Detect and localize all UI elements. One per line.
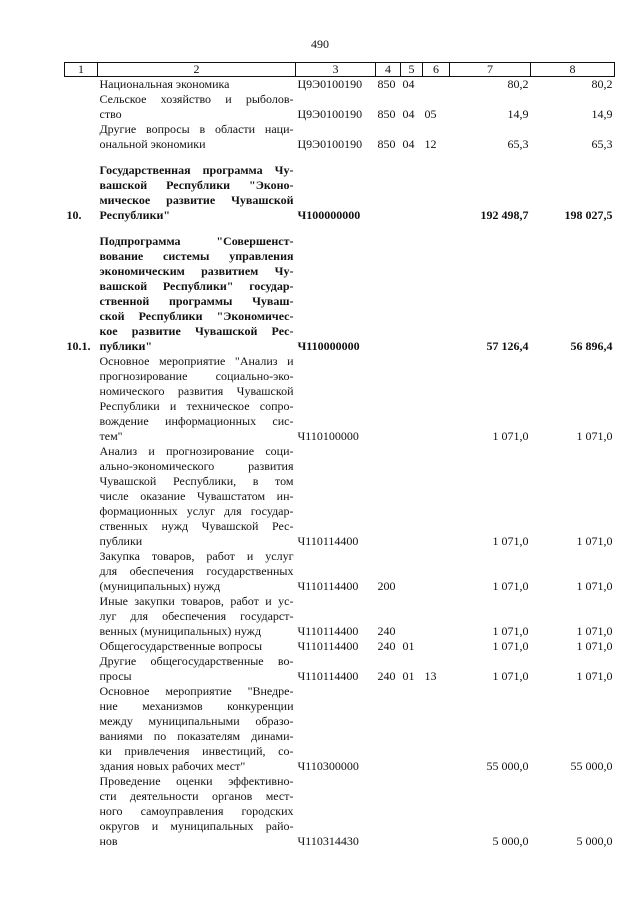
row-code: Ч110114400	[297, 669, 359, 683]
table-row	[65, 549, 615, 594]
row-name-line: формационных услуг для государ-	[99, 504, 294, 518]
row-name	[98, 152, 296, 223]
row-number	[65, 639, 98, 654]
row-vr: 200	[377, 579, 396, 593]
row-amount-1: 55 000,0	[486, 759, 529, 773]
row-vr	[376, 684, 401, 774]
row-code: Ц9Э0100190	[297, 77, 363, 91]
row-vr	[376, 152, 401, 223]
row-code: Ч100000000	[297, 208, 361, 222]
row-name	[98, 444, 296, 549]
header-col-6: 6	[423, 63, 450, 77]
row-name	[98, 354, 296, 444]
row-name-line: луг для обеспечения государст-	[99, 609, 294, 623]
row-code: Ч110114400	[297, 534, 359, 548]
row-name-line: Чувашской Республики, в том	[99, 474, 294, 488]
row-pr	[423, 639, 450, 654]
row-name-line: Основное мероприятие "Внедре-	[99, 684, 294, 698]
row-rz: 04	[402, 77, 415, 91]
table-row	[65, 354, 615, 444]
row-name	[98, 639, 296, 654]
row-name-line: ональной экономики	[99, 137, 206, 151]
row-name-line: Иные закупки товаров, работ и ус-	[99, 594, 294, 608]
row-rz	[401, 354, 423, 444]
row-name	[98, 774, 296, 849]
header-col-2: 2	[98, 63, 296, 77]
header-col-5: 5	[401, 63, 423, 77]
row-name-line: экономическим развитием Чу-	[99, 264, 294, 278]
row-name-line: публики	[99, 534, 143, 548]
row-pr	[423, 77, 450, 93]
table-row	[65, 684, 615, 774]
row-number	[65, 774, 98, 849]
row-name-line: здания новых рабочих мест"	[99, 759, 246, 773]
row-amount-2: 5 000,0	[576, 834, 613, 848]
row-pr	[423, 549, 450, 594]
row-number	[65, 654, 98, 684]
table-row	[65, 774, 615, 849]
header-col-3: 3	[296, 63, 376, 77]
row-amount-1: 14,9	[507, 107, 529, 121]
row-number	[65, 444, 98, 549]
row-name-line: кое развитие Чувашской Рес-	[99, 324, 294, 338]
row-amount-1: 1 071,0	[492, 669, 529, 683]
table-row	[65, 223, 615, 354]
row-number	[65, 122, 98, 152]
row-amount-1: 1 071,0	[492, 639, 529, 653]
row-name	[98, 684, 296, 774]
row-name-line: Общегосударственные вопросы	[99, 639, 263, 653]
table-row	[65, 654, 615, 684]
page-number: 490	[311, 37, 329, 51]
row-code: Ц9Э0100190	[297, 137, 363, 151]
row-code: Ч110314430	[297, 834, 359, 848]
table-row	[65, 444, 615, 549]
row-name-line: вашской Республики "Эконо-	[99, 178, 294, 192]
row-name-line: нов	[99, 834, 118, 848]
row-name-line: номического развития Чувашской	[99, 384, 294, 398]
row-name-line: просы	[99, 669, 132, 683]
table-row	[65, 639, 615, 654]
row-vr	[376, 774, 401, 849]
row-number	[65, 594, 98, 639]
row-vr	[376, 444, 401, 549]
row-name-line: числе оказание Чувашстатом ин-	[99, 489, 294, 503]
row-rz: 04	[402, 137, 415, 151]
row-code: Ч110114400	[297, 639, 359, 653]
row-amount-2: 1 071,0	[576, 639, 613, 653]
row-amount-1: 192 498,7	[480, 208, 529, 222]
row-pr	[423, 594, 450, 639]
row-rz: 01	[402, 669, 415, 683]
row-name-line: вождение информационных сис-	[99, 414, 294, 428]
row-pr: 12	[424, 137, 437, 151]
row-number: 10.1.	[66, 339, 91, 353]
row-vr: 850	[377, 107, 396, 121]
row-name	[98, 654, 296, 684]
row-vr: 850	[377, 77, 396, 91]
row-code: Ч110100000	[297, 429, 359, 443]
row-amount-2: 1 071,0	[576, 534, 613, 548]
row-name-line: округов и муниципальных райо-	[99, 819, 294, 833]
row-name	[98, 223, 296, 354]
row-name-line: ного самоуправления городских	[99, 804, 294, 818]
table-row	[65, 594, 615, 639]
row-amount-1: 65,3	[507, 137, 529, 151]
row-pr	[423, 684, 450, 774]
row-name-line: ваниями по показателям динами-	[99, 729, 294, 743]
row-pr	[423, 152, 450, 223]
row-name-line: Основное мероприятие "Анализ и	[99, 354, 294, 368]
table-row	[65, 122, 615, 152]
row-name-line: ственной программы Чуваш-	[99, 294, 294, 308]
row-name-line: Республики"	[99, 208, 171, 222]
row-amount-2: 14,9	[591, 107, 613, 121]
row-name-line: вование системы управления	[99, 249, 294, 263]
row-amount-2: 80,2	[591, 77, 613, 91]
row-name-line: (муниципальных) нужд	[99, 579, 221, 593]
row-name-line: ской Республики "Экономичес-	[99, 309, 294, 323]
row-code: Ч110114400	[297, 624, 359, 638]
table-row	[65, 92, 615, 122]
row-name-line: публики"	[99, 339, 153, 353]
row-name-line: Закупка товаров, работ и услуг	[99, 549, 294, 563]
header-col-8: 8	[531, 63, 615, 77]
row-rz	[401, 223, 423, 354]
row-pr	[423, 354, 450, 444]
row-rz	[401, 549, 423, 594]
row-number	[65, 77, 98, 93]
row-name-line: Проведение оценки эффективно-	[99, 774, 294, 788]
row-pr: 13	[424, 669, 437, 683]
row-amount-2: 1 071,0	[576, 429, 613, 443]
row-name-line: вашской Республики" государ-	[99, 279, 294, 293]
row-code: Ч110300000	[297, 759, 359, 773]
row-pr	[423, 774, 450, 849]
table-body	[65, 77, 615, 850]
row-rz: 01	[402, 639, 415, 653]
row-name	[98, 122, 296, 152]
row-amount-1: 1 071,0	[492, 579, 529, 593]
row-pr	[423, 444, 450, 549]
row-vr: 850	[377, 137, 396, 151]
row-rz	[401, 684, 423, 774]
row-name-line: Подпрограмма "Совершенст-	[99, 234, 294, 248]
row-name-line: венных (муниципальных) нужд	[99, 624, 262, 638]
row-rz: 04	[402, 107, 415, 121]
row-name-line: ство	[99, 107, 122, 121]
row-amount-1: 1 071,0	[492, 534, 529, 548]
row-amount-1: 1 071,0	[492, 624, 529, 638]
row-name	[98, 549, 296, 594]
row-amount-2: 65,3	[591, 137, 613, 151]
row-name-line: мическое развитие Чувашской	[99, 193, 294, 207]
row-code: Ч110000000	[297, 339, 360, 353]
row-number: 10.	[66, 208, 82, 222]
table-row	[65, 77, 615, 93]
row-pr	[423, 223, 450, 354]
row-name-line: Другие общегосударственные во-	[99, 654, 294, 668]
row-name-line: Государственная программа Чу-	[99, 163, 294, 177]
row-code: Ч110114400	[297, 579, 359, 593]
row-number	[65, 92, 98, 122]
row-amount-1: 57 126,4	[486, 339, 529, 353]
row-name-line: Анализ и прогнозирование соци-	[99, 444, 294, 458]
header-col-4: 4	[376, 63, 401, 77]
row-name-line: тем"	[99, 429, 123, 443]
row-name-line: Сельское хозяйство и рыболов-	[99, 92, 294, 106]
row-amount-2: 1 071,0	[576, 579, 613, 593]
row-rz	[401, 444, 423, 549]
row-name-line: сти деятельности органов мест-	[99, 789, 294, 803]
row-rz	[401, 774, 423, 849]
row-amount-2: 55 000,0	[570, 759, 613, 773]
row-pr: 05	[424, 107, 437, 121]
table-row	[65, 152, 615, 223]
row-amount-1: 80,2	[507, 77, 529, 91]
row-name-line: ственных нужд Чувашской Рес-	[99, 519, 294, 533]
row-name-line: Национальная экономика	[99, 77, 230, 91]
row-name-line: прогнозирование социально-эко-	[99, 369, 294, 383]
row-vr: 240	[377, 669, 396, 683]
row-name-line: Другие вопросы в области наци-	[99, 122, 294, 136]
row-number	[65, 354, 98, 444]
row-amount-1: 1 071,0	[492, 429, 529, 443]
row-name	[98, 77, 296, 93]
row-rz	[401, 594, 423, 639]
row-amount-2: 56 896,4	[570, 339, 613, 353]
row-amount-1: 5 000,0	[492, 834, 529, 848]
row-name-line: ально-экономического развития	[99, 459, 294, 473]
row-code: Ц9Э0100190	[297, 107, 363, 121]
budget-table	[64, 62, 615, 849]
row-name-line: ние механизмов конкуренции	[99, 699, 294, 713]
row-vr	[376, 354, 401, 444]
row-vr	[376, 223, 401, 354]
row-name-line: Республики и техническое сопро-	[99, 399, 294, 413]
row-name	[98, 594, 296, 639]
row-vr: 240	[377, 624, 396, 638]
row-rz	[401, 152, 423, 223]
header-col-7: 7	[450, 63, 531, 77]
header-col-1: 1	[65, 63, 98, 77]
header-row	[65, 63, 615, 77]
row-amount-2: 198 027,5	[564, 208, 613, 222]
row-number	[65, 684, 98, 774]
table-header	[65, 63, 615, 77]
row-name	[98, 92, 296, 122]
row-name-line: между муниципальными образо-	[99, 714, 294, 728]
row-name-line: ки привлечения инвестиций, со-	[99, 744, 294, 758]
row-number	[65, 549, 98, 594]
row-amount-2: 1 071,0	[576, 624, 613, 638]
row-vr: 240	[377, 639, 396, 653]
row-name-line: для обеспечения государственных	[99, 564, 294, 578]
row-amount-2: 1 071,0	[576, 669, 613, 683]
